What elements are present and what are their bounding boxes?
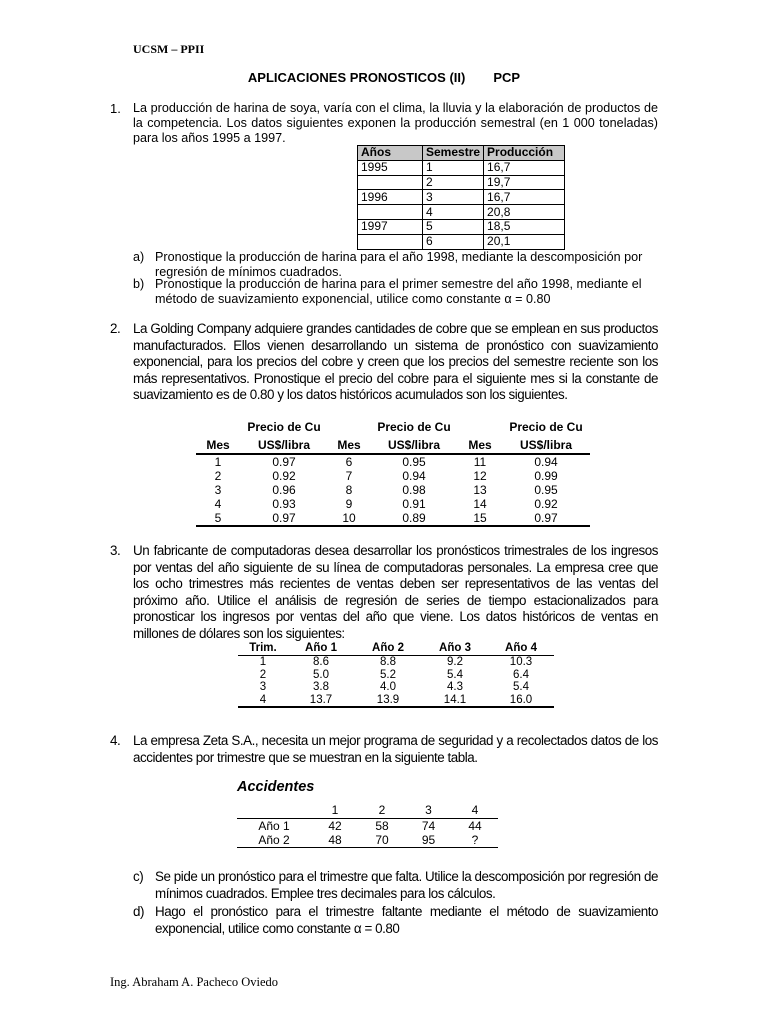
table-cell: 0.92 bbox=[272, 469, 296, 483]
table-row bbox=[238, 694, 554, 708]
q4-d-label: d) bbox=[133, 904, 145, 919]
t3-header-year2: Año 2 bbox=[354, 641, 422, 656]
table-row bbox=[358, 190, 565, 205]
table-row bbox=[196, 497, 590, 511]
t4-header-q2: 2 bbox=[359, 803, 405, 819]
title-tag: PCP bbox=[493, 70, 521, 85]
table-cell: 8.6 bbox=[313, 656, 329, 668]
table-cell: 2 bbox=[214, 469, 222, 483]
table-cell: 4.3 bbox=[447, 681, 463, 693]
table-cell: 95 bbox=[405, 833, 452, 848]
table-cell: 1 bbox=[214, 455, 222, 469]
q1-b-label: b) bbox=[133, 277, 145, 291]
table-cell: 2 bbox=[423, 175, 484, 190]
table-cell: 0.97 bbox=[502, 511, 590, 526]
table-cell: 1 bbox=[423, 160, 484, 175]
table-cell: 3 bbox=[259, 681, 267, 693]
t2-header-mes-2: Mes bbox=[328, 436, 370, 454]
table-cell: 7 bbox=[345, 469, 353, 483]
table-row bbox=[196, 483, 590, 497]
table-row bbox=[358, 205, 565, 220]
table-cell: 10 bbox=[328, 511, 370, 526]
table-cell: 5.2 bbox=[380, 668, 396, 681]
table-cell: 19,7 bbox=[484, 175, 565, 190]
table-row bbox=[358, 175, 565, 190]
table-cell: 3 bbox=[423, 190, 484, 205]
table-cell: 6 bbox=[345, 455, 353, 469]
t2-header-unit-3: US$/libra bbox=[502, 436, 590, 454]
q4-table-title: Accidentes bbox=[237, 779, 315, 795]
table-cell: 0.95 bbox=[534, 483, 558, 497]
document-title bbox=[0, 70, 768, 85]
table-cell: 4 bbox=[214, 497, 222, 511]
table-cell: 1995 bbox=[358, 160, 423, 175]
page-footer: Ing. Abraham A. Pacheco Oviedo bbox=[110, 975, 279, 989]
table-row bbox=[358, 160, 565, 175]
t2-header-unit-2: US$/libra bbox=[370, 436, 458, 454]
table-cell: 5.4 bbox=[513, 681, 529, 693]
q3-number: 3. bbox=[110, 543, 121, 558]
t3-header-trim: Trim. bbox=[238, 641, 288, 656]
table-cell: 42 bbox=[328, 819, 342, 833]
table-cell: 0.97 bbox=[272, 455, 296, 469]
t2-header-unit-1: US$/libra bbox=[240, 436, 328, 454]
table-cell: 74 bbox=[421, 819, 436, 833]
q1-production-table bbox=[357, 145, 565, 250]
table-cell: 0.94 bbox=[534, 455, 558, 469]
table-row bbox=[196, 454, 590, 469]
q1-number: 1. bbox=[110, 101, 121, 116]
q4-text: La empresa Zeta S.A., necesita un mejor programa de seguridad y a recolectados datos de los accidentes por trimestre que se muestran en la siguiente tabla. bbox=[133, 733, 658, 765]
q1-a-text: Pronostique la producción de harina para el año 1998, mediante la descomposición por regresión de mínimos cuadrados. bbox=[155, 250, 643, 279]
table-cell: 14.1 bbox=[422, 694, 488, 708]
table-cell: 0.96 bbox=[272, 483, 296, 497]
t3-header-year1: Año 1 bbox=[288, 641, 354, 656]
table-row bbox=[358, 234, 565, 249]
q1-b-text: Pronostique la producción de harina para el primer semestre del año 1998, mediante el método de suavizamiento exponencial, utilice como constante α = 0.80 bbox=[155, 277, 642, 306]
table-cell: 10.3 bbox=[509, 656, 533, 668]
table-cell: 0.97 bbox=[240, 511, 328, 526]
table-cell: 0.99 bbox=[534, 469, 558, 483]
table-cell: 9 bbox=[345, 497, 353, 511]
page-header: UCSM – PPII bbox=[133, 42, 205, 56]
table-row bbox=[238, 656, 554, 669]
table-cell: 4 bbox=[423, 205, 484, 220]
t4-header-corner bbox=[237, 803, 311, 819]
q4-c-text: Se pide un pronóstico para el trimestre que falta. Utilice la descomposición por regresión de mínimos cuadrados. Emplee tres decimales para los cálculos. bbox=[155, 869, 658, 901]
table-cell: 15 bbox=[458, 511, 502, 526]
table-cell: 0.93 bbox=[272, 497, 296, 511]
table-cell: 16.0 bbox=[488, 694, 554, 708]
t2-header-mes-3: Mes bbox=[458, 436, 502, 454]
q4-accidents-table bbox=[237, 803, 498, 848]
table-cell: 8 bbox=[345, 483, 353, 497]
table-cell bbox=[358, 234, 423, 249]
table-row bbox=[237, 819, 498, 834]
table-cell: 11 bbox=[473, 455, 487, 469]
table-cell: 13.9 bbox=[354, 694, 422, 708]
title-main: APLICACIONES PRONOSTICOS (II) bbox=[247, 70, 466, 85]
q2-text: La Golding Company adquiere grandes cantidades de cobre que se emplean en sus productos manufacturados. Ellos vienen desarrollando un sistema de pronóstico con suavizamiento exponencial, para los precios del cobre y creen que los precios del semestre reciente son los más representativos. Pronostique el precio del cobre para el siguiente mes si la constante de suavizamiento es de 0.80 y los datos históricos acumulados son los siguientes. bbox=[133, 321, 658, 402]
t4-header-q1: 1 bbox=[311, 803, 359, 819]
t1-header-production: Producción bbox=[484, 146, 565, 161]
t2-group-label-1: Precio de Cu bbox=[247, 420, 321, 434]
table-cell: 13 bbox=[473, 483, 487, 497]
table-row bbox=[196, 469, 590, 483]
table-cell: 13.7 bbox=[288, 694, 354, 708]
table-cell: 16,7 bbox=[484, 160, 565, 175]
q2-number: 2. bbox=[110, 321, 121, 336]
q2-copper-price-table bbox=[196, 418, 590, 527]
table-cell: ? bbox=[452, 833, 498, 848]
t4-header-q4: 4 bbox=[452, 803, 498, 819]
table-cell: 0.89 bbox=[370, 511, 458, 526]
q1-text: La producción de harina de soya, varía con el clima, la lluvia y la elaboración de productos de la competencia. Los datos siguientes exponen la producción semestral (en 1 000 toneladas) para los años 1995 a 1997. bbox=[133, 101, 658, 146]
q4-number: 4. bbox=[110, 733, 121, 748]
table-cell: 3.8 bbox=[313, 681, 329, 693]
table-cell: 58 bbox=[375, 819, 389, 833]
t1-header-years: Años bbox=[358, 146, 423, 161]
t4-header-q3: 3 bbox=[405, 803, 452, 819]
table-cell: 0.95 bbox=[402, 455, 426, 469]
t3-header-year3: Año 3 bbox=[422, 641, 488, 656]
table-row bbox=[238, 681, 554, 694]
table-cell: 1997 bbox=[358, 219, 423, 234]
table-cell: 16,7 bbox=[484, 190, 565, 205]
table-cell: 44 bbox=[468, 819, 482, 833]
t2-group-label-3: Precio de Cu bbox=[509, 420, 583, 434]
t3-header-year4: Año 4 bbox=[488, 641, 554, 656]
table-cell: 9.2 bbox=[447, 656, 463, 668]
table-cell: 4 bbox=[238, 694, 288, 708]
table-cell: 0.92 bbox=[534, 497, 558, 511]
table-cell: 14 bbox=[473, 497, 487, 511]
table-cell: 3 bbox=[214, 483, 222, 497]
table-cell: 70 bbox=[359, 833, 405, 848]
table-cell: 0.98 bbox=[402, 483, 426, 497]
table-row bbox=[238, 669, 554, 682]
table-cell: 12 bbox=[473, 469, 487, 483]
table-row bbox=[358, 219, 565, 234]
table-cell: 1 bbox=[259, 656, 267, 668]
table-cell: 2 bbox=[259, 668, 267, 681]
table-cell: 5 bbox=[423, 219, 484, 234]
q3-text: Un fabricante de computadoras desea desarrollar los pronósticos trimestrales de los ingresos por ventas del año siguiente de su línea de computadoras personales. La empresa cree que los ocho trimestres más recientes de ventas deben ser representativos de las ventas del próximo año. Utilice el análisis de regresión de series de tiempo estacionalizados para pronosticar los ingresos por ventas del año que viene. Los datos históricos de ventas en millones de dólares son los siguientes: bbox=[133, 543, 658, 641]
table-cell: 6 bbox=[423, 234, 484, 249]
q4-d-text: Hago el pronóstico para el trimestre faltante mediante el método de suavizamiento exponencial, utilice como constante α = 0.80 bbox=[155, 904, 658, 936]
table-row bbox=[237, 833, 498, 848]
table-cell: 5 bbox=[196, 511, 240, 526]
table-cell: 20,1 bbox=[484, 234, 565, 249]
table-cell: 0.91 bbox=[402, 497, 426, 511]
table-cell: 20,8 bbox=[484, 205, 565, 220]
t2-group-label-2: Precio de Cu bbox=[377, 420, 451, 434]
table-cell: 5.0 bbox=[313, 668, 329, 681]
table-cell: 0.94 bbox=[402, 469, 426, 483]
table-cell: 1996 bbox=[358, 190, 423, 205]
t1-header-semester: Semestre bbox=[423, 146, 484, 161]
table-cell: 6.4 bbox=[513, 668, 529, 681]
q1-a-label: a) bbox=[133, 250, 145, 264]
q4-c-label: c) bbox=[133, 869, 144, 884]
table-cell: 5.4 bbox=[447, 668, 463, 681]
q3-sales-table bbox=[238, 641, 554, 708]
table-cell: Año 2 bbox=[237, 833, 311, 848]
table-row bbox=[196, 511, 590, 526]
table-cell bbox=[358, 205, 423, 220]
table-cell bbox=[358, 175, 423, 190]
table-cell: 18,5 bbox=[484, 219, 565, 234]
table-cell: Año 1 bbox=[258, 819, 290, 833]
table-cell: 48 bbox=[311, 833, 359, 848]
table-cell: 4.0 bbox=[380, 681, 396, 693]
t2-header-mes-1: Mes bbox=[196, 436, 240, 454]
table-cell: 8.8 bbox=[380, 656, 396, 668]
